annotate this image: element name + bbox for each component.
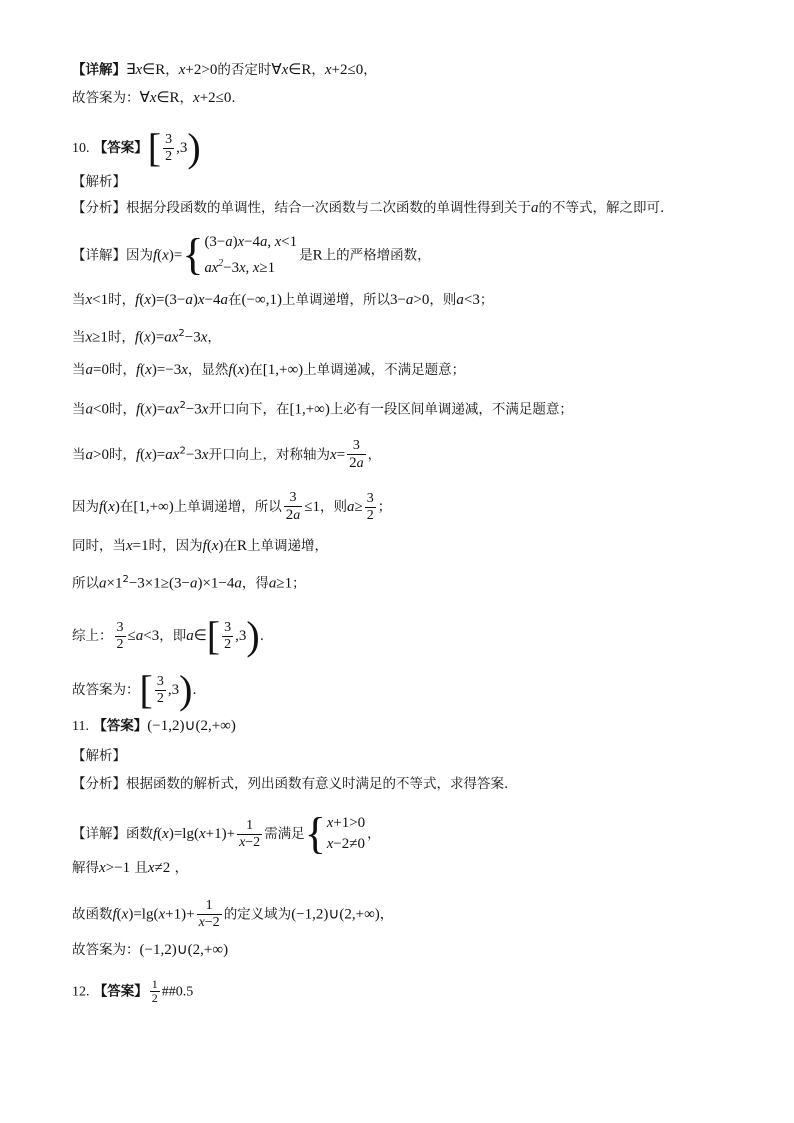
q10-line-2: 当x≥1时，$f(x)=ax^2-3x$， (72, 328, 221, 346)
q11-line-2: 故函数f(x)=lg(x+1)+ $\frac{1}{x-2}$ 的定义域为(−1,2)∪(2,+∞)， (72, 898, 394, 930)
q10-detail: 【详解】因为f(x)={ (3−a)x−4a, x<1 $ax^2-3x$, x≥1 是R上的严格增函数， (72, 230, 431, 280)
detail-line-1: 【详解】∃x∈R，x+2>0的否定时∀x∈R，x+2≤0， (72, 62, 377, 78)
q10-line-6: 因为f(x)在[1,+∞)上单调递增，所以 $\frac{3}{2a}$ ≤1，则a≥ $\frac{3}{2}$ ； (72, 490, 392, 523)
q11-line-1: 解得x>−1 且x≠2 ， (72, 860, 189, 876)
q10-line-1: 当x<1时，f(x)=(3−a)x−4a在(−∞,1)上单调递增，所以3−a>0，则a<3； (72, 292, 494, 308)
q10-line-3: 当a=0时，f(x)=−3x，显然f(x)在[1,+∞)上单调递减，不满足题意； (72, 362, 466, 378)
q10-line-8: 所以$a\times 1^2-3\times 1\ge(3-a)\times 1-4a$，得a≥1； (72, 574, 306, 592)
q10-answer: 10. 【答案】[ $\frac{3}{2}$ ,3) (72, 125, 201, 170)
q10-line-10: 故答案为：[ $\frac{3}{2}$ ,3). (72, 667, 197, 712)
q12-answer: 12. 【答案】 $\frac{1}{2}$ ##0.5 (72, 977, 194, 1005)
q10-line-9: 综上： $\frac{3}{2}$ ≤a<3，即a∈[ $\frac{3}{2}$ ,3). (72, 613, 264, 658)
q10-fenxi: 【分析】根据分段函数的单调性，结合一次函数与二次函数的单调性得到关于a的不等式，解之即可. (72, 200, 665, 216)
q11-detail: 【详解】函数f(x)=lg(x+1)+ $\frac{1}{x-2}$ 需满足{ x+1>0 x−2≠0 ， (72, 809, 381, 858)
q10-jiexi: 【解析】 (72, 174, 126, 190)
q11-line-3: 故答案为：(−1,2)∪(2,+∞) (72, 942, 229, 958)
q11-jiexi: 【解析】 (72, 748, 126, 764)
q11-answer: 11. 【答案】(−1,2)∪(2,+∞) (72, 718, 236, 734)
q10-line-5: 当a>0时，$f(x)=ax^2-3x$开口向上，对称轴为x= $\frac{3}{2a}$ ， (72, 438, 382, 471)
q11-fenxi: 【分析】根据函数的解析式，列出函数有意义时满足的不等式，求得答案. (72, 776, 509, 792)
q10-line-7: 同时，当x=1时，因为f(x)在R上单调递增， (72, 538, 328, 554)
answer-line-prev: 故答案为：∀x∈R，x+2≤0. (72, 90, 236, 106)
q10-line-4: 当a<0时，$f(x)=ax^2-3x$开口向下，在[1,+∞)上必有一段区间单调递减，不满足题意； (72, 400, 573, 418)
